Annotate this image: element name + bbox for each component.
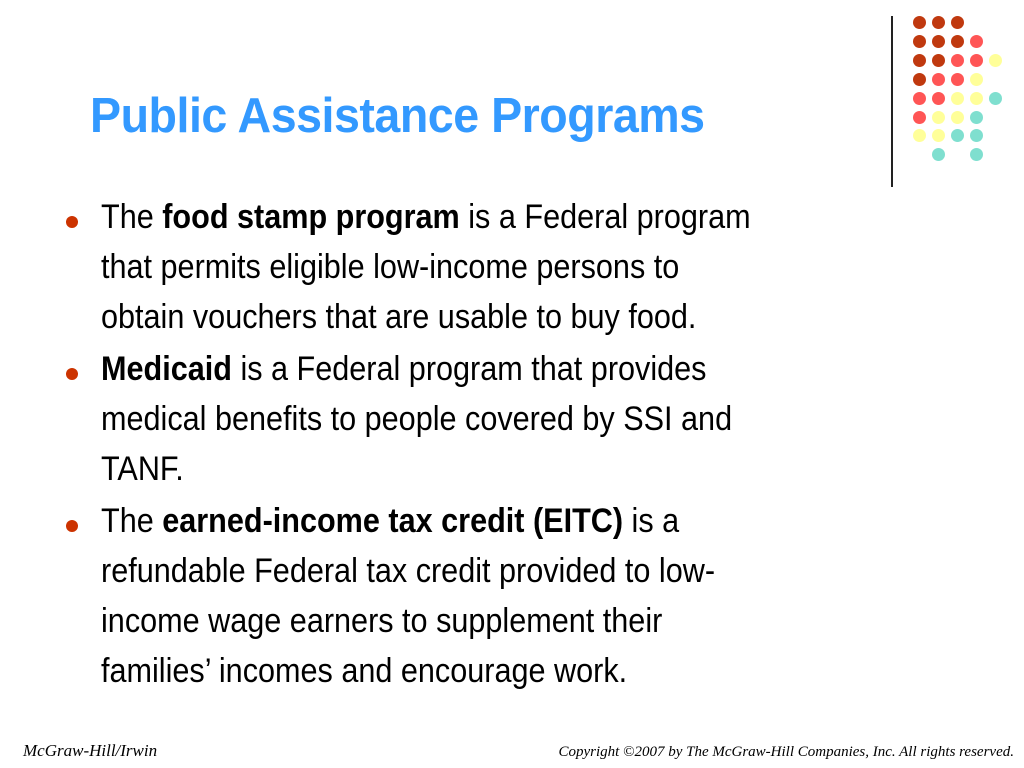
decorative-dot [951, 111, 964, 124]
decorative-dot [970, 73, 983, 86]
text-segment: The [101, 198, 163, 236]
bullet-dot-icon [66, 216, 78, 228]
slide-title: Public Assistance Programs [90, 89, 705, 143]
bullet-text-line [101, 501, 679, 541]
decorative-dot [913, 92, 926, 105]
bullet-text-line [101, 297, 696, 337]
text-segment: income wage earners to supplement their [101, 602, 663, 640]
decorative-dot [970, 92, 983, 105]
decorative-dot [932, 16, 945, 29]
decorative-dot [932, 129, 945, 142]
bullet-dot-icon [66, 520, 78, 532]
bullet-text-line [101, 399, 732, 439]
text-segment: families’ incomes and encourage work. [101, 652, 628, 690]
decorative-dot [913, 73, 926, 86]
decorative-dot [951, 54, 964, 67]
decorative-dot [970, 148, 983, 161]
bullet-text-line [101, 349, 706, 389]
decorative-dot [913, 16, 926, 29]
decorative-dot [913, 111, 926, 124]
decorative-dot [932, 92, 945, 105]
decorative-dot [913, 54, 926, 67]
decorative-dot [951, 35, 964, 48]
bullet-dot-icon [66, 368, 78, 380]
decorative-dot [970, 54, 983, 67]
text-segment: that permits eligible low-income persons to [101, 248, 680, 286]
decorative-dot [951, 92, 964, 105]
decorative-dot [970, 129, 983, 142]
text-segment: is a Federal program [459, 198, 751, 236]
text-segment: is a Federal program that provides [231, 350, 707, 388]
bold-term: Medicaid [101, 350, 232, 388]
decorative-dot [951, 16, 964, 29]
bold-term: food stamp program [162, 198, 460, 236]
decorative-dot [932, 111, 945, 124]
text-segment: obtain vouchers that are usable to buy food. [101, 298, 697, 336]
bullet-text-line [101, 197, 751, 237]
text-segment: The [101, 502, 163, 540]
text-segment: is a [623, 502, 680, 540]
decorative-dot [932, 73, 945, 86]
decorative-dot [913, 129, 926, 142]
decorative-dot [932, 54, 945, 67]
decorative-dot [970, 35, 983, 48]
publisher-label: McGraw-Hill/Irwin [23, 741, 158, 760]
bullet-text-line [101, 601, 662, 641]
bold-term: earned-income tax credit (EITC) [162, 502, 624, 540]
bullet-text-line [101, 651, 627, 691]
bullet-text-line [101, 449, 184, 489]
copyright-notice: Copyright ©2007 by The McGraw-Hill Companies, Inc. All rights reserved. [558, 744, 1014, 760]
decorative-dot [951, 129, 964, 142]
decorative-dot [932, 35, 945, 48]
text-segment: refundable Federal tax credit provided to low- [101, 552, 716, 590]
text-segment: TANF. [101, 450, 184, 488]
decorative-dot [913, 35, 926, 48]
decorative-dot-grid [0, 0, 1024, 200]
bullet-text-line [101, 551, 715, 591]
decorative-dot [932, 148, 945, 161]
decorative-dot [970, 111, 983, 124]
decorative-dot [989, 54, 1002, 67]
decorative-dot [951, 73, 964, 86]
bullet-text-line [101, 247, 679, 287]
text-segment: medical benefits to people covered by SSI and [101, 400, 733, 438]
decorative-dot [989, 92, 1002, 105]
